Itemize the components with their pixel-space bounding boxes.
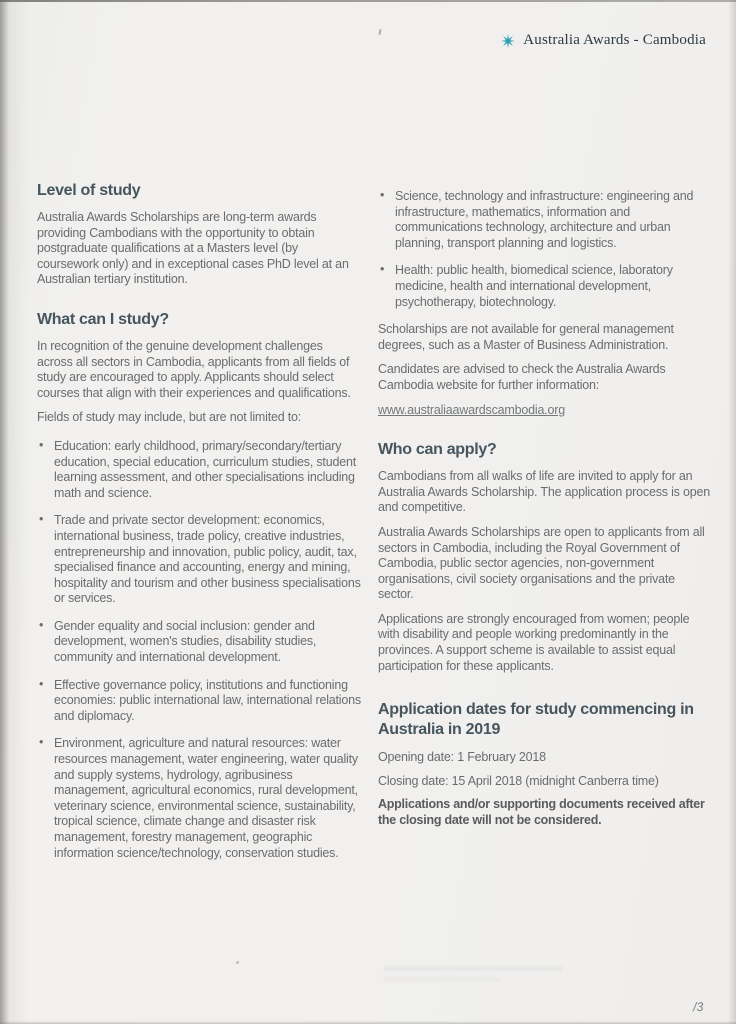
mba-exclusion-paragraph: Scholarships are not available for general management degrees, such as a Master of Business Administration. [378, 322, 674, 352]
list-item [37, 439, 361, 501]
list-item [378, 263, 712, 310]
list-item-text: Effective governance policy, institutions and functioning economies: public international law, international relations and diplomacy. [54, 677, 361, 723]
bullet-icon: • [39, 437, 44, 452]
right-column [378, 181, 712, 873]
scan-speck [236, 961, 239, 964]
section-heading-level-of-study: Level of study [37, 182, 141, 199]
opening-date: Opening date: 1 February 2018 [378, 750, 546, 765]
section-heading-application-dates: Application dates for study commencing in Australia in 2019 [378, 701, 694, 739]
list-item [37, 736, 361, 861]
who-can-apply-paragraph-3: Applications are strongly encouraged from women; people with disability and people working predominantly in the provinces. A support scheme is available to assist equal participation for these applicants. [378, 611, 690, 673]
bullet-icon: • [39, 512, 44, 527]
list-item [37, 513, 361, 607]
level-of-study-paragraph: Australia Awards Scholarships are long-term awards providing Cambodians with the opportunity to obtain postgraduate qualifications at a Masters level (by coursework only) and in exceptional cases PhD level at an Australian tertiary institution. [37, 210, 349, 287]
fields-of-study-list [37, 439, 361, 861]
who-can-apply-paragraph-1: Cambodians from all walks of life are invited to apply for an Australia Awards Scholarship. The application process is open and competitive. [378, 469, 710, 515]
list-item [37, 678, 361, 725]
brand-name: Australia Awards - Cambodia [523, 32, 706, 48]
scan-edge-right [728, 0, 736, 1024]
left-column [37, 181, 361, 873]
page-number: /3 [692, 999, 704, 1015]
website-link-line [378, 403, 712, 419]
australia-awards-star-icon [501, 34, 515, 48]
list-item-text: Environment, agriculture and natural resources: water resources management, water engineering, water quality and supply systems, hydrology, agribusiness management, agricultural economics, rural development, veterinary science, environmental science, sustainability, tropical science, climate change and disaster risk management, forestry management, geographic information science/technology, conservation studies. [54, 736, 358, 860]
list-item [378, 189, 712, 251]
website-link[interactable]: www.australiaawardscambodia.org [378, 402, 565, 417]
list-item-text: Trade and private sector development: economics, international business, trade policy, creative industries, entrepreneurship and innovation, public policy, audit, tax, specialised finance and accounting, energy and mining, hospitality and tourism and other business specialisations or services. [54, 513, 361, 606]
section-heading-what-can-i-study: What can I study? [37, 310, 169, 328]
bullet-icon: • [39, 676, 44, 691]
website-info-paragraph: Candidates are advised to check the Australia Awards Cambodia website for further information: [378, 362, 666, 392]
list-item-text: Gender equality and social inclusion: gender and development, women's studies, disability studies, community and international development. [54, 618, 317, 665]
who-can-apply-paragraph-2: Australia Awards Scholarships are open to applicants from all sectors in Cambodia, including the Royal Government of Cambodia, public sector agencies, non-government organisations, civil society organisations and the private sector. [378, 524, 705, 602]
bullet-icon: • [380, 188, 385, 202]
closing-date: Closing date: 15 April 2018 (midnight Canberra time) [378, 773, 659, 788]
list-item-text: Health: public health, biomedical science, laboratory medicine, health and international development, psychotherapy, biotechnology. [395, 263, 673, 309]
page-bleed-artifact [384, 966, 569, 988]
list-item-text: Science, technology and infrastructure: engineering and infrastructure, mathematics, information and communications technology, architecture and urban planning, transport planning and logistics. [395, 189, 694, 250]
bullet-icon: • [39, 735, 44, 750]
fields-of-study-list-continued [378, 189, 712, 310]
list-item [37, 619, 361, 666]
section-heading-who-can-apply: Who can apply? [378, 441, 497, 459]
bullet-icon: • [39, 617, 44, 632]
bullet-icon: • [380, 262, 385, 277]
fields-of-study-intro: Fields of study may include, but are not limited to: [37, 410, 302, 425]
list-item-text: Education: early childhood, primary/secondary/tertiary education, special education, curriculum studies, student learning assessment, and other specialisations including math and science. [54, 438, 356, 500]
scan-edge-left [0, 0, 9, 1024]
late-applications-note: Applications and/or supporting documents received after the closing date will not be considered. [378, 797, 705, 828]
brand-logo [501, 32, 706, 49]
what-can-i-study-paragraph: In recognition of the genuine development challenges across all sectors in Cambodia, applicants from all fields of study are encouraged to apply. Applicants should select courses that align with their experiences and qualifications. [37, 338, 351, 400]
scan-edge-top [0, 0, 736, 2]
